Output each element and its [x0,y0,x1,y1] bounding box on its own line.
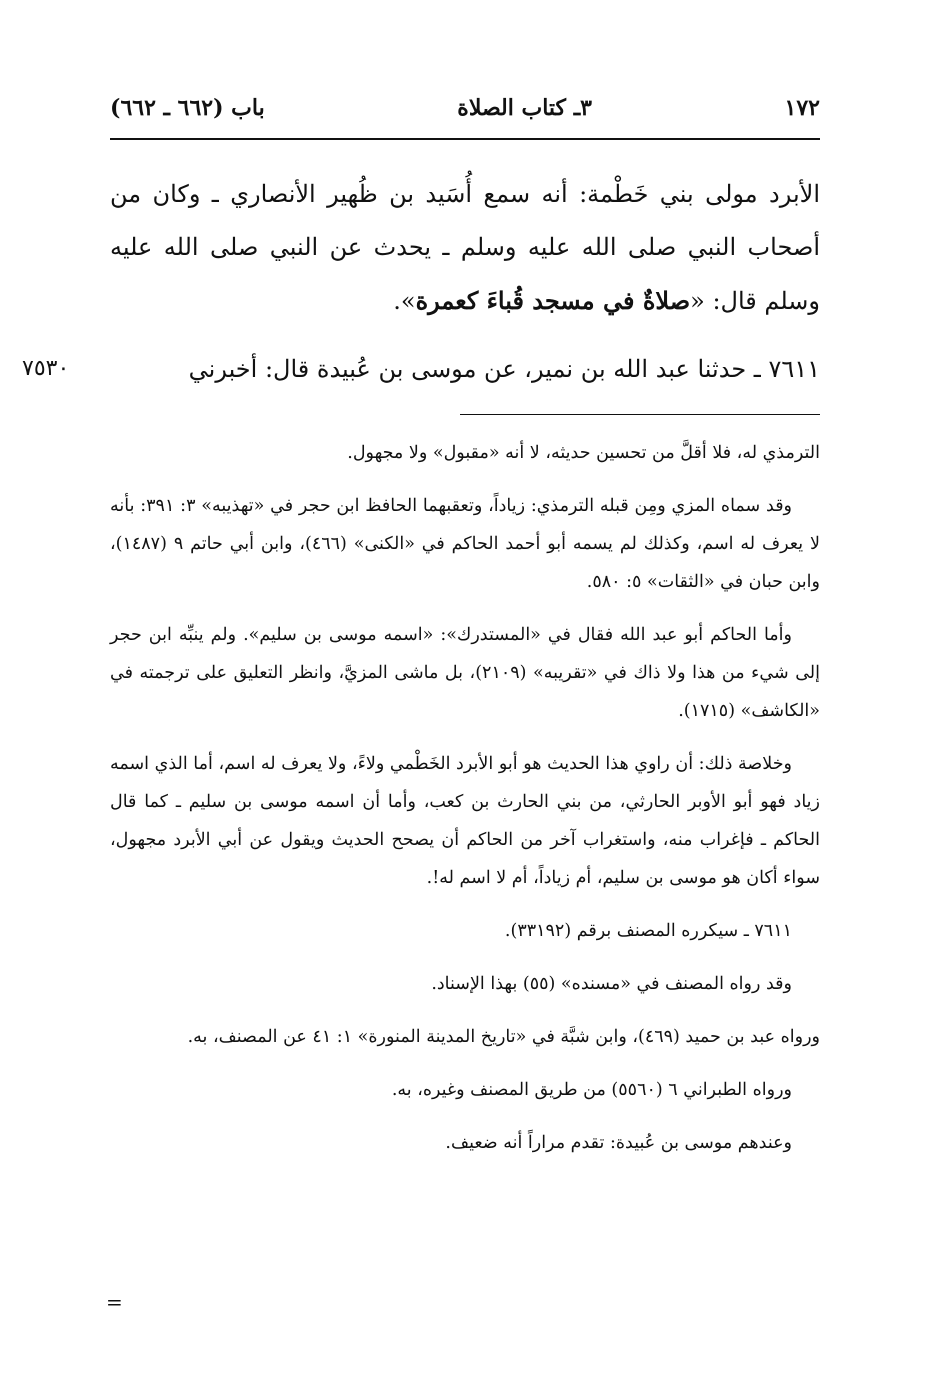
footnote-paragraph: وأما الحاكم أبو عبد الله فقال في «المستدرك»: «اسمه موسى بن سليم». ولم ينبِّه ابن حجر إلى شيء من هذا ولا ذاك في «تقريبه» (٢١٠٩)، بل ماشى المزيَّ، وانظر التعليق على ترجمته في «الكاشف» (١٧١٥). [110,625,820,721]
page-number: ١٧٢ [784,95,820,121]
hadith-start-line: ٧٦١١ ـ حدثنا عبد الله بن نمير، عن موسى بن عُبيدة قال: أخبرني [188,355,820,383]
continuation-mark: = [106,1290,123,1314]
footnote-paragraph: ورواه الطبراني ٦ (٥٥٦٠) من طريق المصنف وغيره، به. [391,1080,792,1100]
footnote-paragraph: الترمذي له، فلا أقلَّ من تحسين حديثه، لا أنه «مقبول» ولا مجهول. [347,443,820,463]
footnotes [110,434,820,1177]
footnote-divider [460,414,820,415]
main-paragraph [110,168,820,328]
hadith-quote: صلاةٌ في مسجد قُباءَ كعمرة [415,286,691,315]
main-text-body: الأبرد مولى بني خَطْمة: أنه سمع أُسَيد بن ظُهير الأنصاري ـ وكان من أصحاب النبي صلى الله عليه وسلم ـ يحدث عن النبي صلى الله عليه وسلم قال: « [110,180,820,315]
header-divider [110,138,820,140]
footnote-paragraph: وقد سماه المزي ومِن قبله الترمذي: زياداً، وتعقبهما الحافظ ابن حجر في «تهذيبه» ٣: ٣٩١: بأنه لا يعرف له اسم، وكذلك لم يسمه أبو أحمد الحاكم في «الكنى» (٤٦٦)، وابن أبي حاتم ٩ (١٤٨٧)، وابن حبان في «الثقات» ٥: ٥٨٠. [110,496,820,592]
footnote-paragraph: وعندهم موسى بن عُبيدة: تقدم مراراً أنه ضعيف. [445,1133,792,1153]
margin-number: ٧٥٣٠ [22,356,70,381]
footnote-paragraph: وقد رواه المصنف في «مسنده» (٥٥) بهذا الإسناد. [431,974,792,994]
main-text [110,168,820,328]
footnote-paragraph: وخلاصة ذلك: أن راوي هذا الحديث هو أبو الأبرد الخَطْمي ولاءً، ولا يعرف له اسم، أما الذي اسمه زياد فهو أبو الأوبر الحارثي، من بني الحارث بن كعب، وأما أن اسمه موسى بن سليم ـ كما قال الحاكم ـ فإغراب منه، واستغراب آخر من الحاكم أن يصحح الحديث ويقول عن أبي الأبرد مجهول، سواء أكان هو موسى بن سليم، أم زياداً، أم لا اسم له!. [110,754,820,888]
footnote-paragraph: ٧٦١١ ـ سيكرره المصنف برقم (٣٣١٩٢). [504,921,792,941]
footnote-paragraph: ورواه عبد بن حميد (٤٦٩)، وابن شبَّة في «تاريخ المدينة المنورة» ١: ٤١ عن المصنف، به. [187,1027,820,1047]
chapter-title: ٣ـ كتاب الصلاة [457,95,592,121]
main-text-end: ». [393,287,416,315]
section-title: باب (٦٦٢ ـ ٦٦٢) [110,95,265,121]
page-header [110,86,820,130]
